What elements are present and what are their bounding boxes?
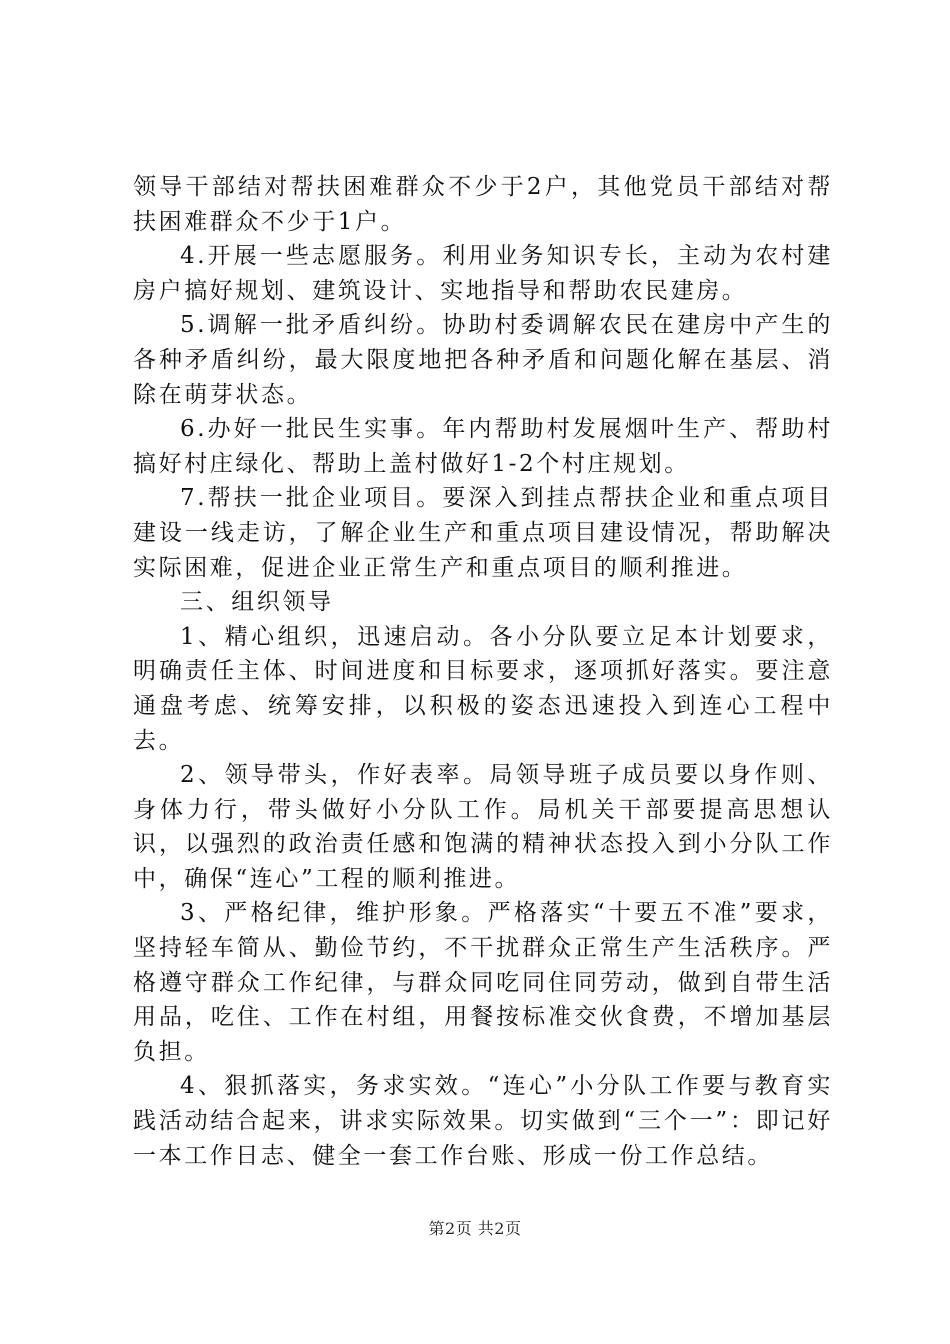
paragraph-continuation: 领导干部结对帮扶困难群众不少于2户，其他党员干部结对帮扶困难群众不少于1户。 — [133, 174, 833, 235]
paragraph-org-3: 3、严格纪律，维护形象。严格落实“十要五不准”要求，坚持轻车简从、勤俭节约，不干扰群众正常生产生活秩序。严格遵守群众工作纪律，与群众同吃同住同劳动，做到自带生活用品，吃住、工作在村组，用餐按标准交伙食费，不增加基层负担。 — [133, 900, 833, 1065]
document-body — [133, 170, 833, 1173]
paragraph-org-4: 4、狠抓落实，务求实效。“连心”小分队工作要与教育实践活动结合起来，讲求实际效果。切实做到“三个一”：即记好一本工作日志、健全一套工作台账、形成一份工作总结。 — [133, 1073, 833, 1169]
paragraph-org-2: 2、领导带头，作好表率。局领导班子成员要以身作则、身体力行，带头做好小分队工作。局机关干部要提高思想认识，以强烈的政治责任感和饱满的精神状态投入到小分队工作中，确保“连心”工程的顺利推进。 — [133, 762, 833, 892]
paragraph-item-7: 7.帮扶一批企业项目。要深入到挂点帮扶企业和重点项目建设一线走访，了解企业生产和重点项目建设情况，帮助解决实际困难，促进企业正常生产和重点项目的顺利推进。 — [133, 485, 833, 581]
section-heading-organization: 三、组织领导 — [180, 589, 334, 616]
paragraph-org-1: 1、精心组织，迅速启动。各小分队要立足本计划要求，明确责任主体、时间进度和目标要求，逐项抓好落实。要注意通盘考虑、统筹安排，以积极的姿态迅速投入到连心工程中去。 — [133, 623, 833, 754]
paragraph-item-6: 6.办好一批民生实事。年内帮助村发展烟叶生产、帮助村搞好村庄绿化、帮助上盖村做好1-2个村庄规划。 — [133, 416, 833, 477]
page-footer: 第2页 共2页 — [428, 1219, 522, 1238]
paragraph-item-5: 5.调解一批矛盾纠纷。协助村委调解农民在建房中产生的各种矛盾纠纷，最大限度地把各种矛盾和问题化解在基层、消除在萌芽状态。 — [133, 312, 833, 408]
paragraph-item-4: 4.开展一些志愿服务。利用业务知识专长，主动为农村建房户搞好规划、建筑设计、实地指导和帮助农民建房。 — [133, 243, 833, 304]
